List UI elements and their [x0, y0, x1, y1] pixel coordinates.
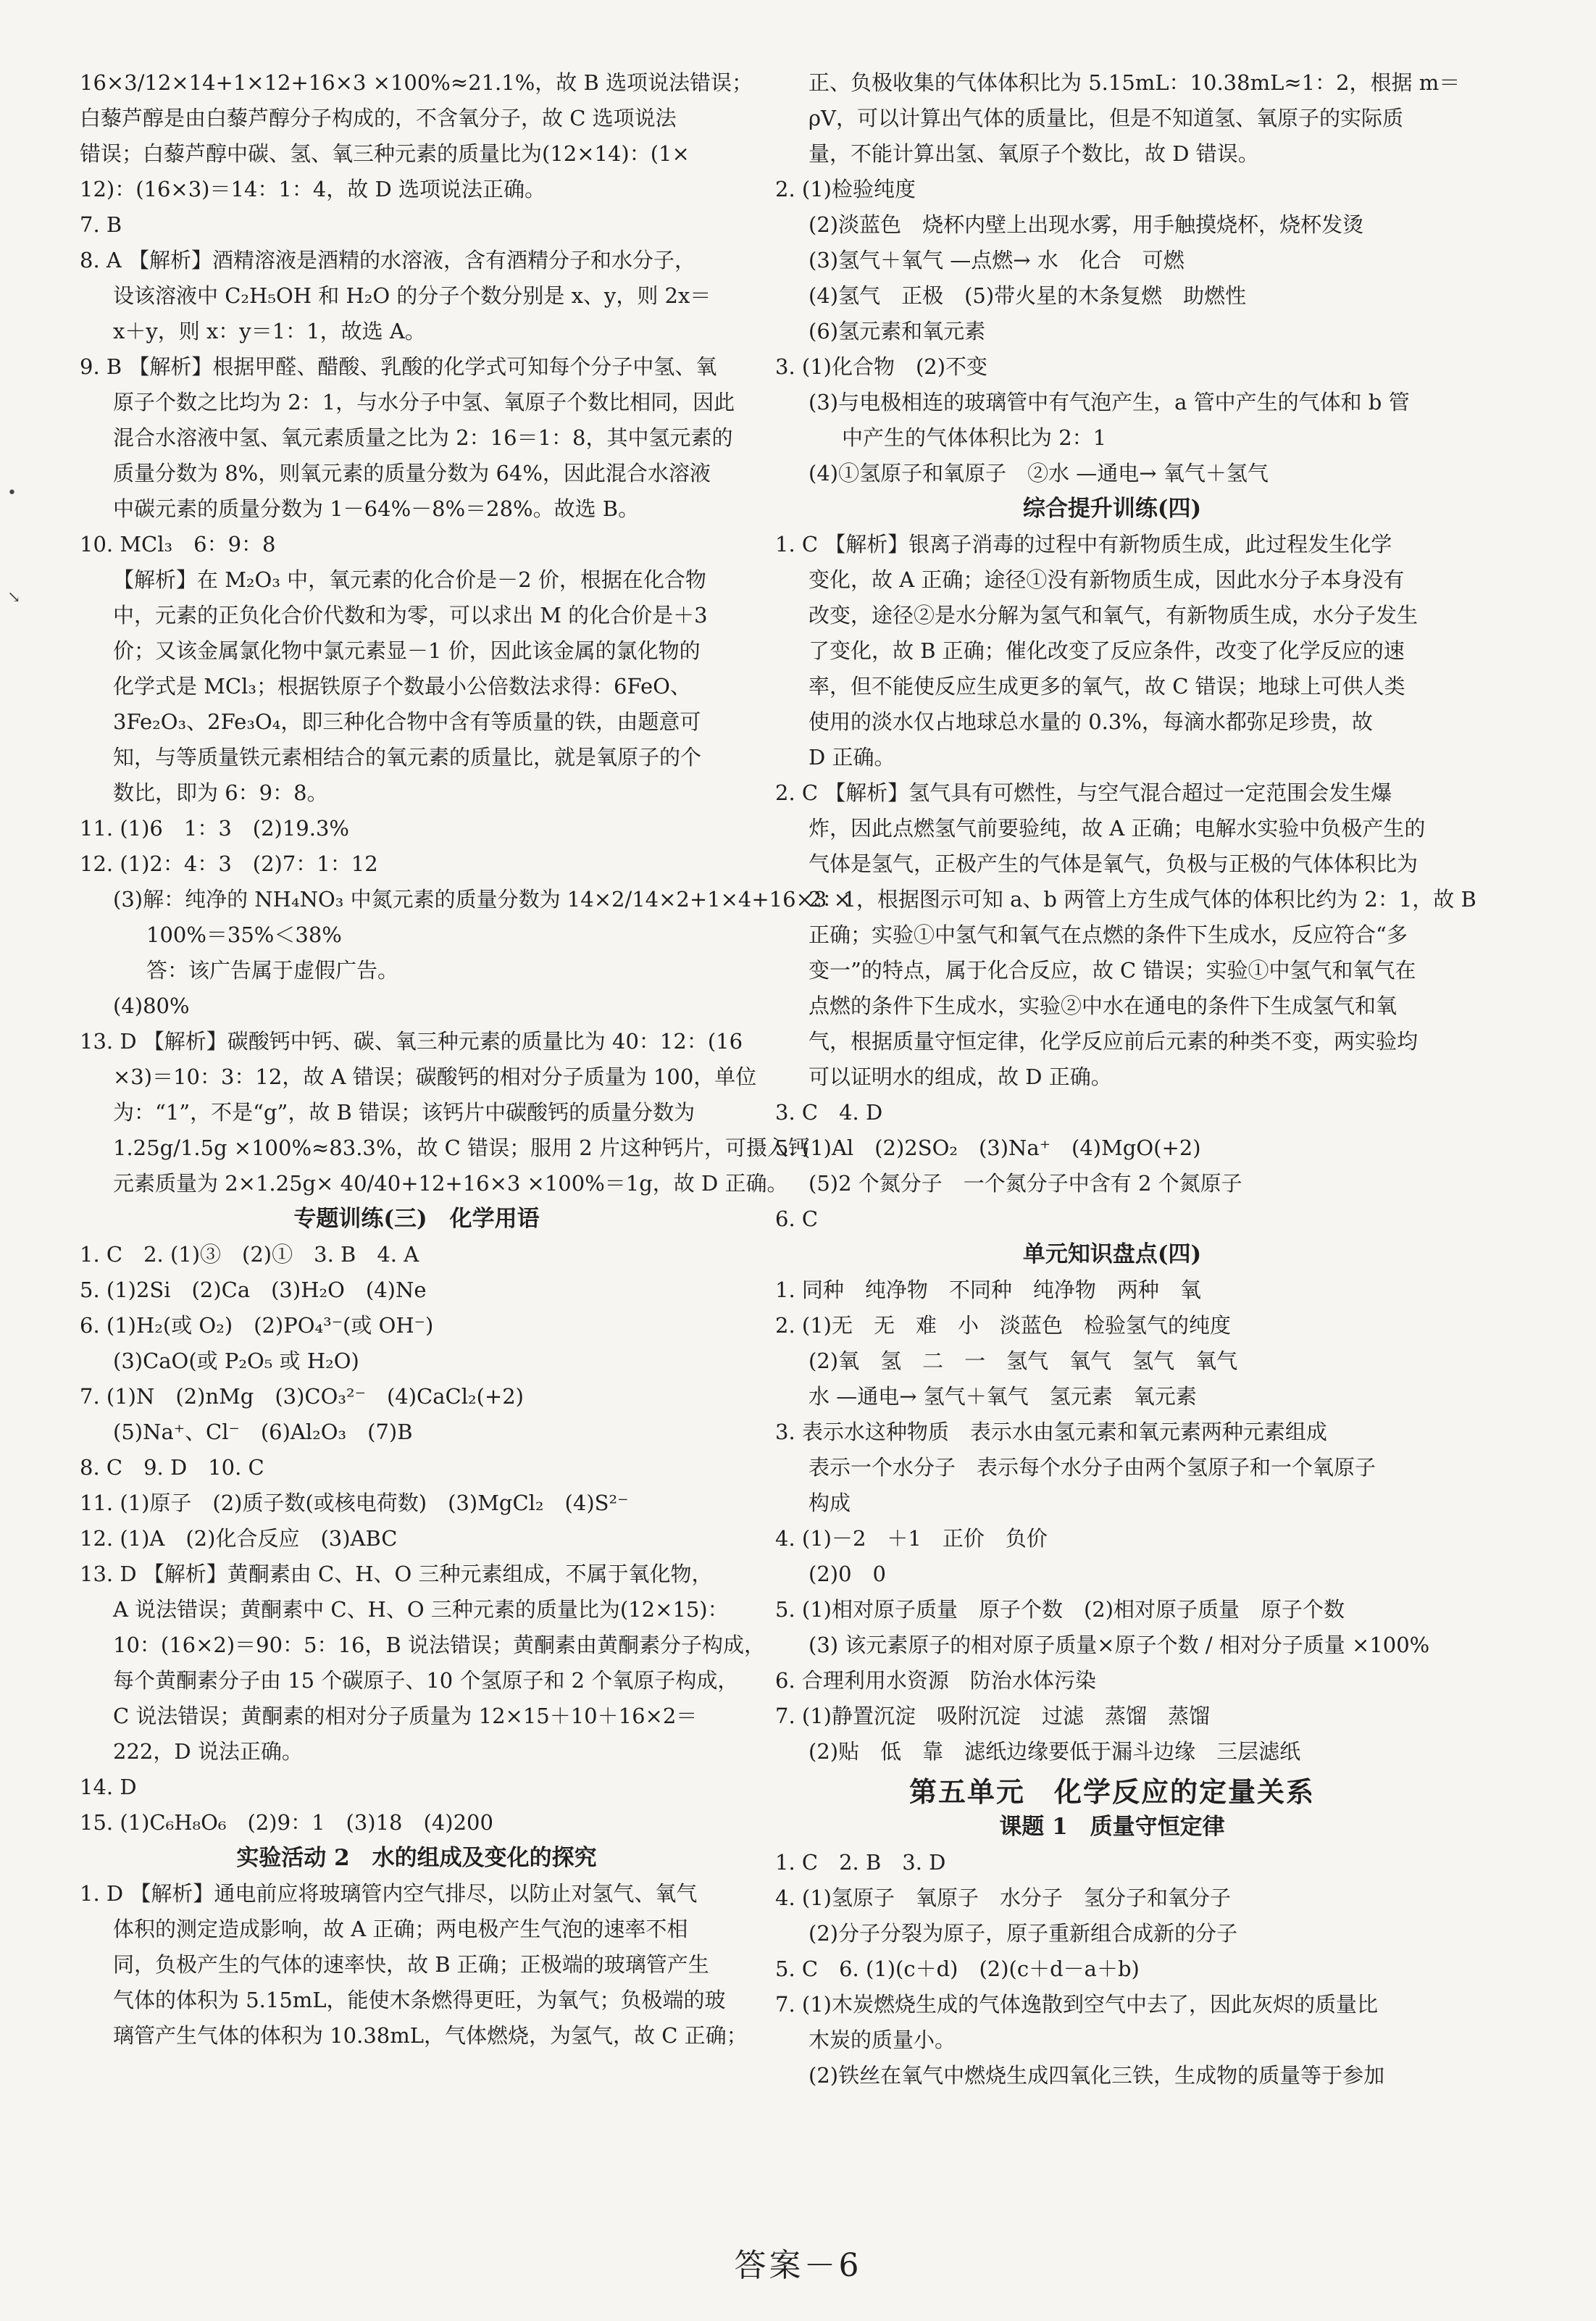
- text-line: D 正确。: [809, 745, 895, 770]
- text-line: 12. (1)2：4：3 (2)7：1：12: [80, 851, 378, 876]
- text-line: 使用的淡水仅占地球总水量的 0.3%，每滴水都弥足珍贵，故: [809, 709, 1373, 734]
- text-line: A 说法错误；黄酮素中 C、H、O 三种元素的质量比为(12×15)：: [113, 1597, 729, 1622]
- text-line: 1. C 【解析】银离子消毒的过程中有新物质生成，此过程发生化学: [775, 532, 1392, 557]
- text-line: 白藜芦醇是由白藜芦醇分子构成的，不含氧分子，故 C 选项说法: [80, 106, 677, 130]
- text-line: 量，不能计算出氢、氧原子个数比，故 D 错误。: [809, 141, 1259, 166]
- text-line: C 说法错误；黄酮素的相对分子质量为 12×15＋10＋16×2＝: [113, 1704, 698, 1728]
- text-line: 中，元素的正负化合价代数和为零，可以求出 M 的化合价是＋3: [113, 603, 708, 628]
- text-line: 8. A 【解析】酒精溶液是酒精的水溶液，含有酒精分子和水分子，: [80, 248, 696, 272]
- text-line: (5)2 个氮分子 一个氮分子中含有 2 个氮原子: [809, 1171, 1242, 1196]
- text-line: 5. (1)Al (2)2SO₂ (3)Na⁺ (4)MgO(+2): [775, 1136, 1201, 1160]
- margin-mark: ↘: [7, 588, 21, 607]
- text-line: (6)氢元素和氧元素: [809, 319, 986, 343]
- text-line: 2. C 【解析】氢气具有可燃性，与空气混合超过一定范围会发生爆: [775, 780, 1392, 805]
- text-line: (2)铁丝在氧气中燃烧生成四氧化三铁，生成物的质量等于参加: [809, 2063, 1385, 2088]
- text-line: 质量分数为 8%，则氧元素的质量分数为 64%，因此混合水溶液: [113, 461, 711, 486]
- text-line: 元素质量为 2×1.25g× 40/40+12+16×3 ×100%＝1g，故 D 正确。: [113, 1171, 788, 1196]
- text-line: 13. D 【解析】黄酮素由 C、H、O 三种元素组成，不属于氧化物，: [80, 1562, 713, 1586]
- text-line: 11. (1)原子 (2)质子数(或核电荷数) (3)MgCl₂ (4)S²⁻: [80, 1491, 629, 1515]
- text-line: 1.25g/1.5g ×100%≈83.3%，故 C 错误；服用 2 片这种钙片，可摄入钙: [113, 1136, 809, 1160]
- text-line: 13. D 【解析】碳酸钙中钙、碳、氧三种元素的质量比为 40：12：(16: [80, 1029, 743, 1054]
- section-heading: 课题 1 质量守恒定律: [999, 1814, 1225, 1840]
- text-line: 正确；实验①中氢气和氧气在点燃的条件下生成水，反应符合“多: [809, 922, 1408, 947]
- text-line: 答：该广告属于虚假广告。: [146, 958, 399, 983]
- section-heading: 综合提升训练(四): [1022, 496, 1202, 522]
- text-line: 变化，故 A 正确；途径①没有新物质生成，因此水分子本身没有: [809, 567, 1405, 592]
- text-line: ×3)＝10：3：12，故 A 错误；碳酸钙的相对分子质量为 100，单位: [113, 1064, 757, 1089]
- text-line: 设该溶液中 C₂H₅OH 和 H₂O 的分子个数分别是 x、y，则 2x＝: [113, 283, 711, 308]
- text-line: 6. C: [775, 1207, 819, 1231]
- text-line: 6. (1)H₂(或 O₂) (2)PO₄³⁻(或 OH⁻): [80, 1313, 434, 1338]
- text-line: 体积的测定造成影响，故 A 正确；两电极产生气泡的速率不相: [113, 1917, 688, 1941]
- text-line: 8. C 9. D 10. C: [80, 1455, 264, 1480]
- text-line: 3. C 4. D: [775, 1100, 883, 1125]
- text-line: (4)①氢原子和氧原子 ②水 —通电→ 氧气＋氢气: [809, 461, 1269, 486]
- text-line: 2. (1)检验纯度: [775, 177, 916, 201]
- text-line: 5. (1)2Si (2)Ca (3)H₂O (4)Ne: [80, 1278, 427, 1302]
- text-line: 中产生的气体体积比为 2：1: [842, 425, 1107, 450]
- text-line: 7. (1)N (2)nMg (3)CO₃²⁻ (4)CaCl₂(+2): [80, 1384, 524, 1409]
- text-line: (3)解：纯净的 NH₄NO₃ 中氮元素的质量分数为 14×2/14×2+1×4+16×3 ×: [113, 887, 851, 912]
- text-line: 率，但不能使反应生成更多的氧气，故 C 错误；地球上可供人类: [809, 674, 1405, 699]
- text-line: 14. D: [80, 1775, 137, 1799]
- text-line: 木炭的质量小。: [809, 2028, 956, 2052]
- text-line: 变一”的特点，属于化合反应，故 C 错误；实验①中氢气和氧气在: [809, 958, 1416, 983]
- text-line: 表示一个水分子 表示每个水分子由两个氢原子和一个氧原子: [809, 1455, 1376, 1480]
- text-line: 【解析】在 M₂O₃ 中，氧元素的化合价是－2 价，根据在化合物: [113, 567, 706, 592]
- text-line: 1. D 【解析】通电前应将玻璃管内空气排尽，以防止对氢气、氧气: [80, 1881, 698, 1906]
- text-line: 改变，途径②是水分解为氢气和氧气，有新物质生成，水分子发生: [809, 603, 1419, 628]
- text-line: (3)与电极相连的玻璃管中有气泡产生，a 管中产生的气体和 b 管: [809, 390, 1410, 414]
- text-line: 气体的体积为 5.15mL，能使木条燃得更旺，为氧气；负极端的玻: [113, 1988, 726, 2012]
- section-heading: 专题训练(三) 化学用语: [293, 1206, 540, 1232]
- section-heading: 实验活动 2 水的组成及变化的探究: [236, 1845, 597, 1871]
- text-line: 6. 合理利用水资源 防治水体污染: [775, 1668, 1096, 1693]
- text-line: 7. (1)静置沉淀 吸附沉淀 过滤 蒸馏 蒸馏: [775, 1704, 1210, 1728]
- text-line: (2)0 0: [809, 1562, 886, 1586]
- text-line: (3) 该元素原子的相对原子质量×原子个数 / 相对分子质量 ×100%: [809, 1633, 1430, 1657]
- text-line: 炸，因此点燃氢气前要验纯，故 A 正确；电解水实验中负极产生的: [809, 816, 1426, 841]
- page-footer: 答案－6: [734, 2247, 862, 2284]
- text-line: 原子个数之比均为 2：1，与水分子中氢、氧原子个数比相同，因此: [113, 390, 735, 414]
- text-line: 气，根据质量守恒定律，化学反应前后元素的种类不变，两实验均: [809, 1029, 1419, 1054]
- text-line: 3. 表示水这种物质 表示水由氢元素和氧元素两种元素组成: [775, 1420, 1327, 1444]
- text-line: 水 —通电→ 氢气＋氧气 氢元素 氧元素: [809, 1384, 1197, 1409]
- text-line: 错误；白藜芦醇中碳、氢、氧三种元素的质量比为(12×14)：(1×: [80, 141, 690, 166]
- text-line: 16×3/12×14+1×12+16×3 ×100%≈21.1%，故 B 选项说法错误；: [80, 70, 753, 95]
- text-line: 璃管产生气体的体积为 10.38mL，气体燃烧，为氢气，故 C 正确；: [113, 2023, 748, 2048]
- text-line: 4. (1)－2 ＋1 正价 负价: [775, 1526, 1048, 1551]
- margin-mark: •: [7, 484, 17, 502]
- text-line: 中碳元素的质量分数为 1－64%－8%＝28%。故选 B。: [113, 496, 640, 521]
- text-line: 化学式是 MCl₃；根据铁原子个数最小公倍数法求得：6FeO、: [113, 674, 691, 699]
- text-line: (2)贴 低 靠 滤纸边缘要低于漏斗边缘 三层滤纸: [809, 1739, 1301, 1764]
- text-line: 2：1，根据图示可知 a、b 两管上方生成气体的体积比约为 2：1，故 B: [809, 887, 1476, 912]
- right-column: [775, 65, 1476, 2093]
- text-line: 10. MCl₃ 6：9：8: [80, 532, 276, 557]
- text-line: 15. (1)C₆H₈O₆ (2)9：1 (3)18 (4)200: [80, 1810, 493, 1835]
- text-line: (3)氢气＋氧气 —点燃→ 水 化合 可燃: [809, 248, 1185, 272]
- text-line: 4. (1)氢原子 氧原子 水分子 氢分子和氧分子: [775, 1885, 1231, 1910]
- text-line: 1. C 2. B 3. D: [775, 1850, 946, 1875]
- text-line: x＋y，则 x：y＝1：1，故选 A。: [113, 319, 426, 343]
- text-line: 5. (1)相对原子质量 原子个数 (2)相对原子质量 原子个数: [775, 1597, 1345, 1622]
- text-line: 气体是氢气，正极产生的气体是氧气，负极与正极的气体体积比为: [809, 851, 1419, 876]
- text-line: 12)：(16×3)＝14：1：4，故 D 选项说法正确。: [80, 177, 546, 201]
- text-line: 1. C 2. (1)③ (2)① 3. B 4. A: [80, 1242, 419, 1267]
- text-line: (2)分子分裂为原子，原子重新组合成新的分子: [809, 1921, 1238, 1946]
- text-line: 3Fe₂O₃、2Fe₃O₄，即三种化合物中含有等质量的铁，由题意可: [113, 709, 701, 734]
- text-line: 混合水溶液中氢、氧元素质量之比为 2：16＝1：8，其中氢元素的: [113, 425, 733, 450]
- text-line: 为：“1”，不是“g”，故 B 错误；该钙片中碳酸钙的质量分数为: [113, 1100, 695, 1125]
- text-line: 7. B: [80, 212, 122, 237]
- text-line: 5. C 6. (1)(c＋d) (2)(c＋d－a＋b): [775, 1957, 1140, 1981]
- text-line: 数比，即为 6：9：8。: [113, 780, 328, 805]
- text-line: (2)淡蓝色 烧杯内壁上出现水雾，用手触摸烧杯，烧杯发烫: [809, 212, 1364, 237]
- text-line: 222，D 说法正确。: [113, 1739, 303, 1764]
- text-line: 1. 同种 纯净物 不同种 纯净物 两种 氧: [775, 1278, 1201, 1302]
- text-line: (4)氢气 正极 (5)带火星的木条复燃 助燃性: [809, 283, 1247, 308]
- text-line: 2. (1)无 无 难 小 淡蓝色 检验氢气的纯度: [775, 1313, 1231, 1338]
- text-line: 10：(16×2)＝90：5：16，B 说法错误；黄酮素由黄酮素分子构成，: [113, 1633, 765, 1657]
- text-line: 正、负极收集的气体体积比为 5.15mL：10.38mL≈1：2，根据 m＝: [809, 70, 1461, 95]
- text-line: (3)CaO(或 P₂O₅ 或 H₂O): [113, 1349, 359, 1373]
- text-line: (2)氧 氢 二 一 氢气 氧气 氢气 氧气: [809, 1349, 1238, 1373]
- text-line: ρV，可以计算出气体的质量比，但是不知道氢、氧原子的实际质: [809, 106, 1403, 130]
- text-line: 3. (1)化合物 (2)不变: [775, 354, 988, 379]
- text-line: 同，负极产生的气体的速率快，故 B 正确；正极端的玻璃管产生: [113, 1952, 709, 1977]
- text-line: 点燃的条件下生成水，实验②中水在通电的条件下生成氢气和氧: [809, 993, 1397, 1018]
- text-line: 12. (1)A (2)化合反应 (3)ABC: [80, 1526, 398, 1551]
- section-heading: 单元知识盘点(四): [1022, 1241, 1202, 1267]
- text-line: (5)Na⁺、Cl⁻ (6)Al₂O₃ (7)B: [113, 1420, 413, 1444]
- text-line: 11. (1)6 1：3 (2)19.3%: [80, 816, 349, 841]
- text-line: 7. (1)木炭燃烧生成的气体逸散到空气中去了，因此灰烬的质量比: [775, 1992, 1378, 2017]
- text-line: (4)80%: [113, 993, 190, 1018]
- text-line: 知，与等质量铁元素相结合的氧元素的质量比，就是氧原子的个: [113, 745, 702, 770]
- text-line: 可以证明水的组成，故 D 正确。: [809, 1064, 1112, 1089]
- text-line: 9. B 【解析】根据甲醛、醋酸、乳酸的化学式可知每个分子中氢、氧: [80, 354, 717, 379]
- section-heading: 第五单元 化学反应的定量关系: [908, 1775, 1315, 1808]
- text-line: 了变化，故 B 正确；催化改变了反应条件，改变了化学反应的速: [809, 638, 1405, 663]
- text-line: 价；又该金属氯化物中氯元素显－1 价，因此该金属的氯化物的: [113, 638, 701, 663]
- text-line: 构成: [809, 1491, 851, 1515]
- text-line: 100%＝35%＜38%: [146, 922, 342, 947]
- text-line: 每个黄酮素分子由 15 个碳原子、10 个氢原子和 2 个氧原子构成，: [113, 1668, 739, 1693]
